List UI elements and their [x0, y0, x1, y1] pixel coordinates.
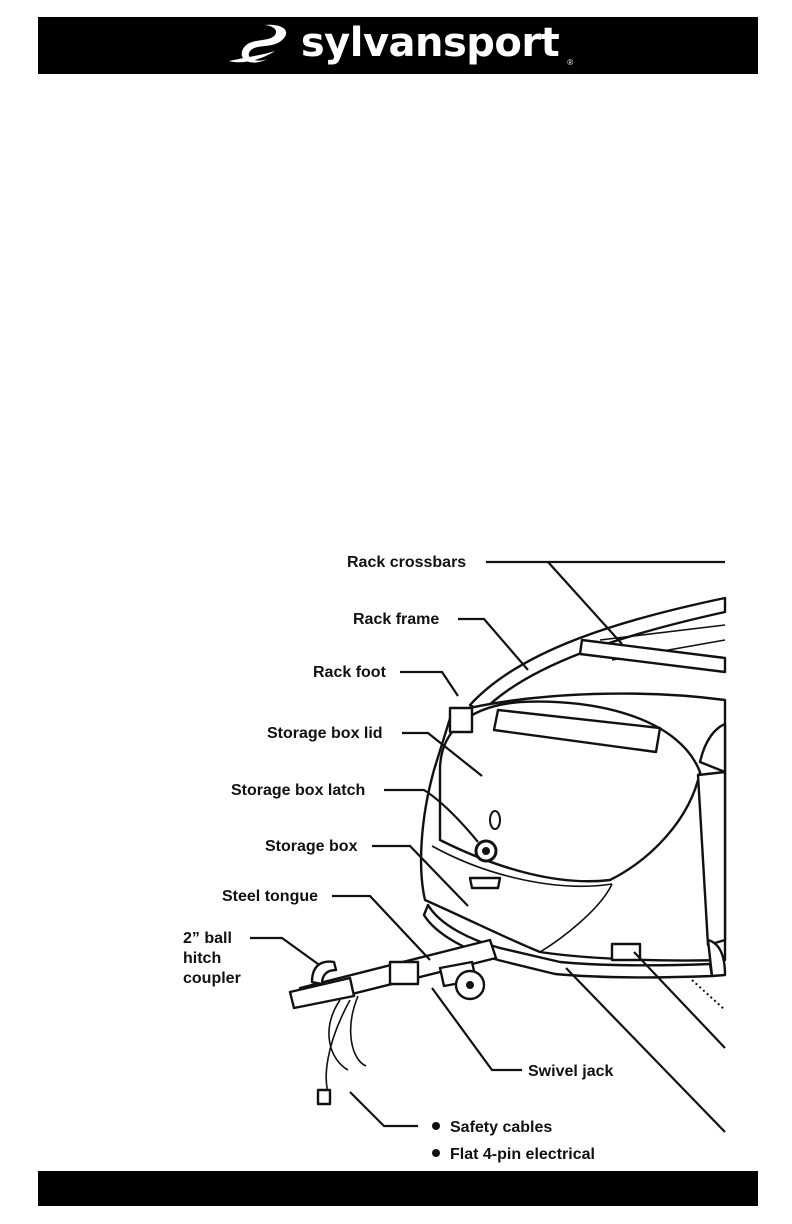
label-rack-frame: Rack frame [353, 611, 440, 628]
label-ball-hitch-line2: hitch [183, 950, 222, 967]
footer-bar [38, 1171, 758, 1206]
label-storage-box-latch: Storage box latch [231, 782, 366, 799]
latch-center [482, 847, 490, 855]
electrical-plug [318, 1090, 330, 1104]
leader-steel-tongue [332, 896, 430, 960]
leader-ball-hitch [250, 938, 318, 964]
leader-safety-cables [350, 1092, 418, 1126]
label-swivel-jack: Swivel jack [528, 1063, 614, 1080]
leader-dotted-right [692, 980, 725, 1010]
label-ball-hitch-line1: 2” ball [183, 930, 232, 947]
frame-bracket [612, 944, 640, 960]
safety-cables-shape [326, 996, 366, 1098]
leader-swivel-jack [432, 988, 522, 1070]
swivel-jack-hub [466, 981, 474, 989]
label-storage-box-lid: Storage box lid [267, 725, 383, 742]
label-rack-foot: Rack foot [313, 664, 386, 681]
leader-rack-frame [458, 619, 528, 670]
label-storage-box: Storage box [265, 838, 358, 855]
swivel-jack-housing [390, 962, 418, 984]
registered-mark: ® [567, 57, 574, 67]
brand-name: sylvansport [300, 19, 560, 66]
label-steel-tongue: Steel tongue [222, 888, 319, 905]
leader-frame-right [566, 968, 725, 1132]
bullet-flat-4pin [432, 1149, 440, 1157]
label-rack-crossbars: Rack crossbars [347, 554, 467, 571]
rack-crossbar-shape [580, 640, 725, 672]
label-ball-hitch-line3: coupler [183, 970, 241, 987]
latch-lip [470, 878, 500, 888]
leader-rack-foot [400, 672, 458, 696]
bullet-safety-cables [432, 1122, 440, 1130]
rack-foot-shape [450, 708, 472, 732]
label-safety-cables: Safety cables [450, 1119, 553, 1136]
label-flat-4pin: Flat 4-pin electrical [450, 1146, 595, 1163]
